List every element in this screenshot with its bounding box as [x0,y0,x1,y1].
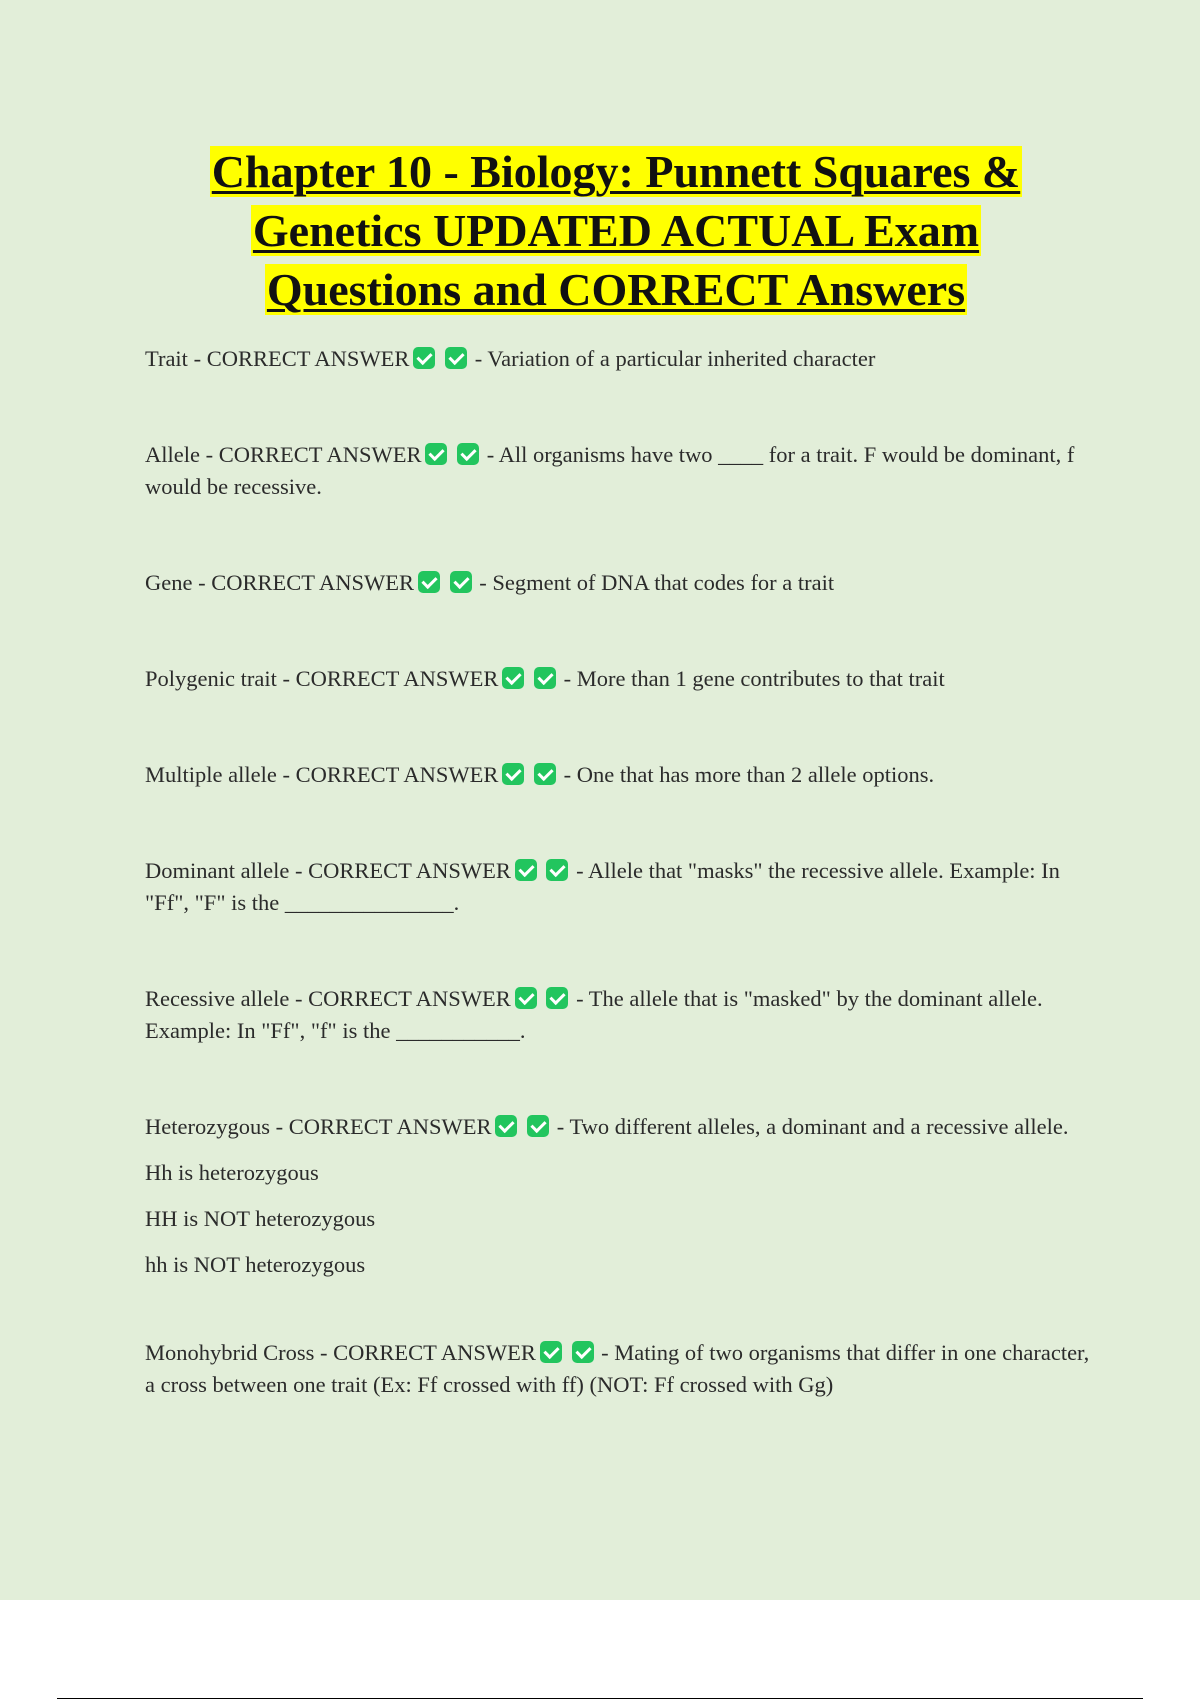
white-check-mark-icon [457,443,479,465]
entry-term: Allele [145,442,200,467]
flashcard-entry: Allele - CORRECT ANSWER - All organisms have two ____ for a trait. F would be dominant, f would be recessive. [145,442,1075,499]
white-check-mark-icon [546,859,568,881]
footer-divider [57,1698,1143,1699]
flashcard-entry [145,1111,1095,1281]
entry-term: Recessive allele [145,986,290,1011]
entry-extra-line: hh is NOT heterozygous [145,1252,366,1277]
entry-definition: More than 1 gene contributes to that trait [576,666,945,691]
entry-term: Monohybrid Cross [145,1340,315,1365]
flashcard-entry: Trait - CORRECT ANSWER - Variation of a particular inherited character [145,346,876,371]
flashcard-entry: Polygenic trait - CORRECT ANSWER - More than 1 gene contributes to that trait [145,666,945,691]
title-line-3: Questions and CORRECT Answers [266,264,966,315]
answer-marker: CORRECT ANSWER [295,666,499,691]
entry-definition: The allele that is "masked" by the dominant allele. Example: In "Ff", "f" is the ___________. [145,986,1043,1043]
answer-marker: CORRECT ANSWER [308,986,511,1011]
white-check-mark-icon [425,443,447,465]
entry-term: Heterozygous [145,1114,270,1139]
entry-term: Gene [145,570,193,595]
answer-marker: CORRECT ANSWER [333,1340,536,1365]
white-check-mark-icon [534,763,556,785]
entry-definition: Two different alleles, a dominant and a recessive allele. [569,1114,1069,1139]
entry-extra-line: HH is NOT heterozygous [145,1206,376,1231]
white-check-mark-icon [534,667,556,689]
flashcard-entry: Monohybrid Cross - CORRECT ANSWER - Mating of two organisms that differ in one character, a cross between one trait (Ex: Ff crossed with ff) (NOT: Ff crossed with Gg) [145,1340,1090,1397]
white-check-mark-icon [546,987,568,1009]
answer-marker: CORRECT ANSWER [308,858,511,883]
white-check-mark-icon [515,859,537,881]
white-check-mark-icon [502,763,524,785]
white-check-mark-icon [540,1341,562,1363]
white-check-mark-icon [515,987,537,1009]
flashcard-list [145,343,1095,1401]
answer-marker: CORRECT ANSWER [218,442,422,467]
title-line-2: Genetics UPDATED ACTUAL Exam [252,205,980,256]
entry-term: Trait [145,346,188,371]
white-check-mark-icon [495,1115,517,1137]
entry-definition: Segment of DNA that codes for a trait [492,570,835,595]
flashcard-entry: Gene - CORRECT ANSWER - Segment of DNA that codes for a trait [145,570,835,595]
entry-definition: Mating of two organisms that differ in one character, a cross between one trait (Ex: Ff crossed with ff) (NOT: Ff crossed with Gg) [145,1340,1090,1397]
white-check-mark-icon [527,1115,549,1137]
entry-term: Polygenic trait [145,666,277,691]
white-check-mark-icon [418,571,440,593]
answer-marker: CORRECT ANSWER [211,570,414,595]
white-check-mark-icon [450,571,472,593]
entry-definition: Variation of a particular inherited character [487,346,876,371]
answer-marker: CORRECT ANSWER [206,346,410,371]
white-check-mark-icon [413,347,435,369]
entry-term: Dominant allele [145,858,290,883]
title-line-1: Chapter 10 - Biology: Punnett Squares & [211,146,1021,197]
page-title [80,142,1152,319]
answer-marker: CORRECT ANSWER [295,762,499,787]
entry-definition: All organisms have two ____ for a trait. F would be dominant, f would be recessive. [145,442,1075,499]
entry-main-text: Heterozygous - CORRECT ANSWER - Two different alleles, a dominant and a recessive allele. [145,1114,1069,1139]
white-check-mark-icon [502,667,524,689]
flashcard-entry: Multiple allele - CORRECT ANSWER - One that has more than 2 allele options. [145,762,935,787]
flashcard-entry: Dominant allele - CORRECT ANSWER - Allele that "masks" the recessive allele. Example: In "Ff", "F" is the _______________. [145,858,1060,915]
entry-term: Multiple allele [145,762,277,787]
entry-definition: Allele that "masks" the recessive allele. Example: In "Ff", "F" is the _______________. [145,858,1060,915]
entry-definition: One that has more than 2 allele options. [576,762,935,787]
entry-extra-line: Hh is heterozygous [145,1160,319,1185]
white-check-mark-icon [572,1341,594,1363]
flashcard-entry: Recessive allele - CORRECT ANSWER - The allele that is "masked" by the dominant allele. Example: In "Ff", "f" is the ___________. [145,986,1043,1043]
answer-marker: CORRECT ANSWER [288,1114,492,1139]
white-check-mark-icon [445,347,467,369]
